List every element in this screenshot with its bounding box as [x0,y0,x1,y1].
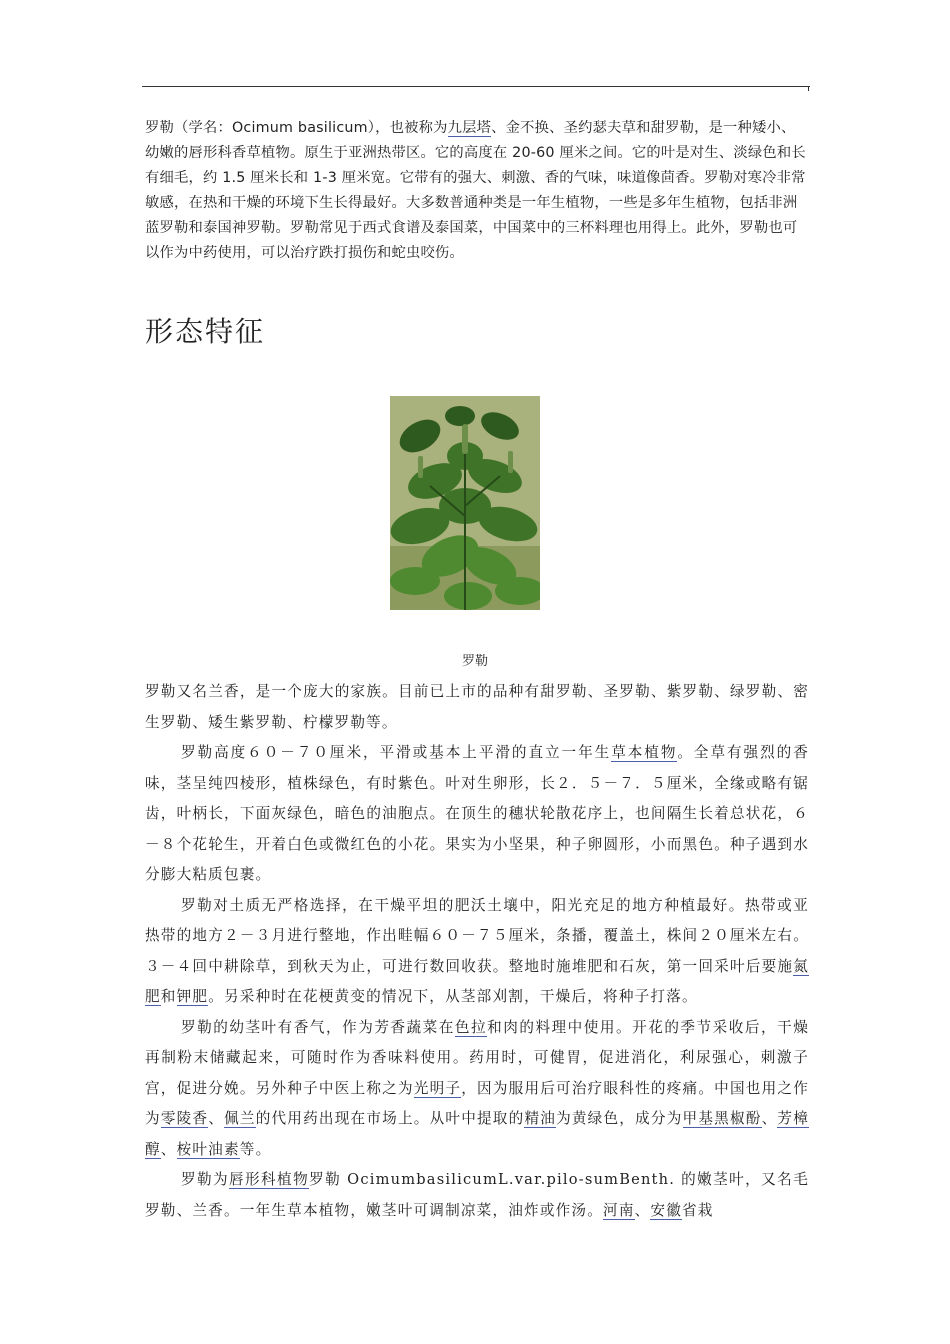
link-danfei[interactable]: 氮肥 [145,957,809,1005]
link-anhui[interactable]: 安徽 [650,1201,683,1219]
intro-text-2: 、金不换、圣约瑟夫草和甜罗勒，是一种矮小、幼嫩的唇形科香草植物。原生于亚洲热带区。它的高度在 20-60 厘米之间。它的叶是对生、淡绿色和长有细毛，约 1.5 厘米长和 1-3 厘米宽。它带有的强大、刺激、香的气味，味道像茴香。罗勒对寒冷非常敏感，在热和干燥的环境下生长得最好。大多数普通种类是一年生植物，一些是多年生植物，包括非洲蓝罗勒和泰国神罗勒。罗勒常见于西式食谱及泰国菜，中国菜中的三杯料理也用得上。此外，罗勒也可以作为中药使用，可以治疗跌打损伤和蛇虫咬伤。 [145,120,806,261]
body-paragraph-3 [145,891,809,1013]
section-title: 形态特征 [145,315,266,348]
link-peilan[interactable]: 佩兰 [224,1110,256,1127]
body-paragraph-5 [145,1165,809,1226]
body-paragraph-4 [145,1013,809,1166]
p4-text-5: 的代用药出现在市场上。从叶中提取的 [255,1110,525,1127]
link-chunxingke[interactable]: 唇形科植物 [229,1171,310,1188]
p3-text-3: 。另采种时在花梗黄变的情况下，从茎部刈割，干燥后，将种子打落。 [208,988,698,1005]
p4-text-3: ，因为服用后可治疗眼科性的疼痛。中国也用之作为 [145,1079,809,1127]
figure-caption: 罗勒 [461,654,488,669]
link-guangmingzi[interactable]: 光明子 [413,1079,462,1097]
body-content [145,677,809,1226]
link-henan[interactable]: 河南 [603,1201,635,1219]
p5-text-2: 罗勒 OcimumbasilicumL.var.pilo-sumBenth. 的嫩茎叶，又名毛罗勒、兰香。一年生草本植物，嫩茎叶可调制凉菜，油炸或作汤。 [145,1171,809,1219]
p4-text-2: 和肉的料理中使用。开花的季节采收后，干燥再制粉末储藏起来，可随时作为香味料使用。药用时，可健胃，促进消化，利尿强心，刺激子宫，促进分娩。另外种子中医上称之为 [145,1018,809,1097]
link-jiajiheijiaofen[interactable]: 甲基黑椒酚 [682,1110,762,1127]
link-fangzhangchun[interactable]: 芳樟醇 [145,1110,809,1158]
link-caobenzhiwu[interactable]: 草本植物 [611,744,678,761]
link-jiucengta[interactable]: 九层塔 [447,120,492,136]
link-jingyou[interactable]: 精油 [524,1110,557,1127]
p4-text-7: 、 [761,1110,778,1127]
p4-text-6: 为黄绿色，成分为 [556,1110,683,1127]
intro-text-1: 罗勒（学名：Ocimum basilicum），也被称为 [145,120,448,136]
p4-text-8: 、 [160,1140,177,1158]
link-jiafei[interactable]: 钾肥 [176,988,209,1005]
p5-text-4: 省栽 [682,1201,714,1219]
p5-text-3: 、 [634,1201,651,1219]
body-paragraph-1: 罗勒又名兰香，是一个庞大的家族。目前已上市的品种有甜罗勒、圣罗勒、紫罗勒、绿罗勒、密生罗勒、矮生紫罗勒、柠檬罗勒等。 [145,683,809,731]
link-linglingxiang[interactable]: 零陵香 [160,1110,209,1127]
p2-text-2: 。全草有强烈的香味，茎呈纯四棱形，植株绿色，有时紫色。叶对生卵形，长２．５－７．５厘米，全缘或略有锯齿，叶柄长，下面灰绿色，暗色的油胞点。在顶生的穗状轮散花序上，也间隔生长着总状花，６－８个花轮生，开着白色或微红色的小花。果实为小坚果，种子卵圆形，小而黑色。种子遇到水分膨大粘质包裹。 [145,744,809,883]
header-rule-tick [808,86,809,91]
p4-text-9: 等。 [239,1140,272,1158]
p5-text-1: 罗勒为 [181,1171,230,1188]
intro-paragraph [145,116,809,266]
p3-text-2: 和 [160,988,177,1005]
link-anyeyousu[interactable]: 桉叶油素 [176,1140,240,1158]
p2-text-1: 罗勒高度６０－７０厘米，平滑或基本上平滑的直立一年生 [181,744,612,761]
p4-text-1: 罗勒的幼茎叶有香气，作为芳香蔬菜在 [181,1018,455,1036]
p4-text-4: 、 [208,1110,225,1127]
link-sela[interactable]: 色拉 [454,1018,488,1036]
p3-text-1: 罗勒对土质无严格选择，在干燥平坦的肥沃土壤中，阳光充足的地方种植最好。热带或亚热带的地方２－３月进行整地，作出畦幅６０－７５厘米，条播，覆盖土，株间２０厘米左右。３－４回中耕除草，到秋天为止，可进行数回收获。整地时施堆肥和石灰，第一回采叶后要施 [145,896,809,975]
body-paragraph-2 [145,738,809,891]
basil-plant-photo [390,396,540,610]
header-rule [142,86,810,87]
basil-plant-illustration [390,396,540,610]
